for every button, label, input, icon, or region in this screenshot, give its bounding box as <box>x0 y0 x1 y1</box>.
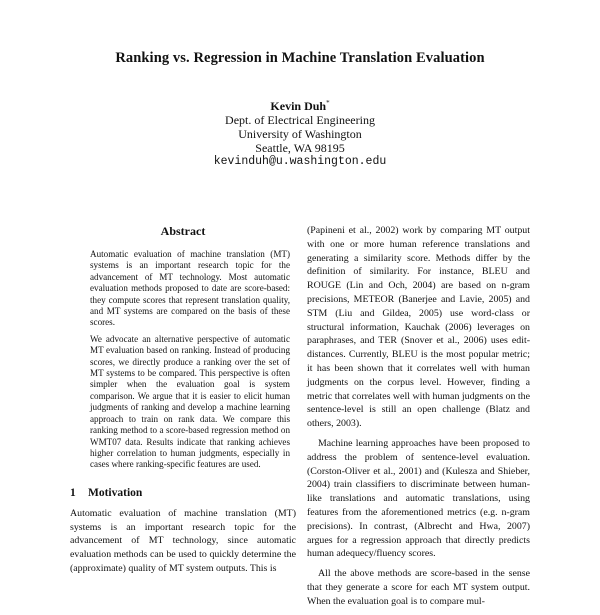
author-block <box>0 96 600 169</box>
author-footnote-marker: * <box>326 99 330 107</box>
left-column <box>70 224 296 576</box>
author-department: Dept. of Electrical Engineering <box>225 113 375 127</box>
author-name: Kevin Duh <box>270 99 327 113</box>
right-paragraph-1: (Papineni et al., 2002) work by comparing MT output with one or more human reference translations and generating a similarity score. Methods differ by the definition of similarity. For instance, BLEU and ROUGE (Lin and Och, 2004) are based on n-gram precisions, METEOR (Banerjee and Lavie, 2005) and STM (Liu and Gildea, 2005) use word-class or structural information, Kauchak (2006) leverages on paraphrases, and TER (Snover et al., 2006) uses edit-distances. Currently, BLEU is the most popular metric; it has been shown that it correlates well with human judgments on the corpus level. However, finding a metric that correlates well with human judgments on the sentence-level is still an open challenge (Blatz and others, 2003). <box>307 225 530 430</box>
paper-title: Ranking vs. Regression in Machine Translation Evaluation <box>115 50 485 66</box>
abstract-heading: Abstract <box>160 224 206 238</box>
abstract-body <box>70 249 296 471</box>
motivation-paragraph: Automatic evaluation of machine translation (MT) systems is an important research topic for the advancement of MT technology, since automatic evaluation methods can be used to quickly determine the (approximate) quality of MT system outputs. This is <box>70 507 296 574</box>
abstract-paragraph-1: Automatic evaluation of machine translation (MT) systems is an important research topic for the advancement of MT technology. Most automatic evaluation methods proposed to date are score-based: they compute scores that represent translation quality, and MT systems are compared on the basis of these scores. <box>90 249 290 328</box>
author-name-line <box>0 96 600 113</box>
section-title: Motivation <box>88 486 143 499</box>
abstract-paragraph-2: We advocate an alternative perspective of automatic MT evaluation based on ranking. Instead of producing scores, we directly produce a ranking over the set of MT systems to be compared. This perspective is often simpler when the evaluation goal is system comparison. We argue that it is easier to elicit human judgments of ranking and develop a machine learning approach to train on rank data. We compare this ranking method to a score-based regression method on WMT07 data. Results indicate that ranking achieves higher correlation to human judgments, especially in cases where ranking-specific features are used. <box>90 333 290 470</box>
author-email: kevinduh@u.washington.edu <box>213 155 387 168</box>
section-number: 1 <box>70 486 76 499</box>
author-university: University of Washington <box>238 127 362 141</box>
right-paragraph-3: All the above methods are score-based in the sense that they generate a score for each MT system output. When the evaluation goal is to compare mul- <box>307 568 530 607</box>
section-heading-motivation <box>70 487 296 499</box>
right-paragraph-2: Machine learning approaches have been proposed to address the problem of sentence-level evaluation. (Corston-Oliver et al., 2001) and (Kulesza and Shieber, 2004) train classifiers to discriminate between human-like translations and automatic translations, using features from the aforementioned metrics (e.g. n-gram precisions). In contrast, (Albrecht and Hwa, 2007) argues for a regression approach that directly predicts human adequecy/fluency scores. <box>307 437 530 560</box>
right-column <box>307 224 530 615</box>
author-location: Seattle, WA 98195 <box>255 141 345 155</box>
